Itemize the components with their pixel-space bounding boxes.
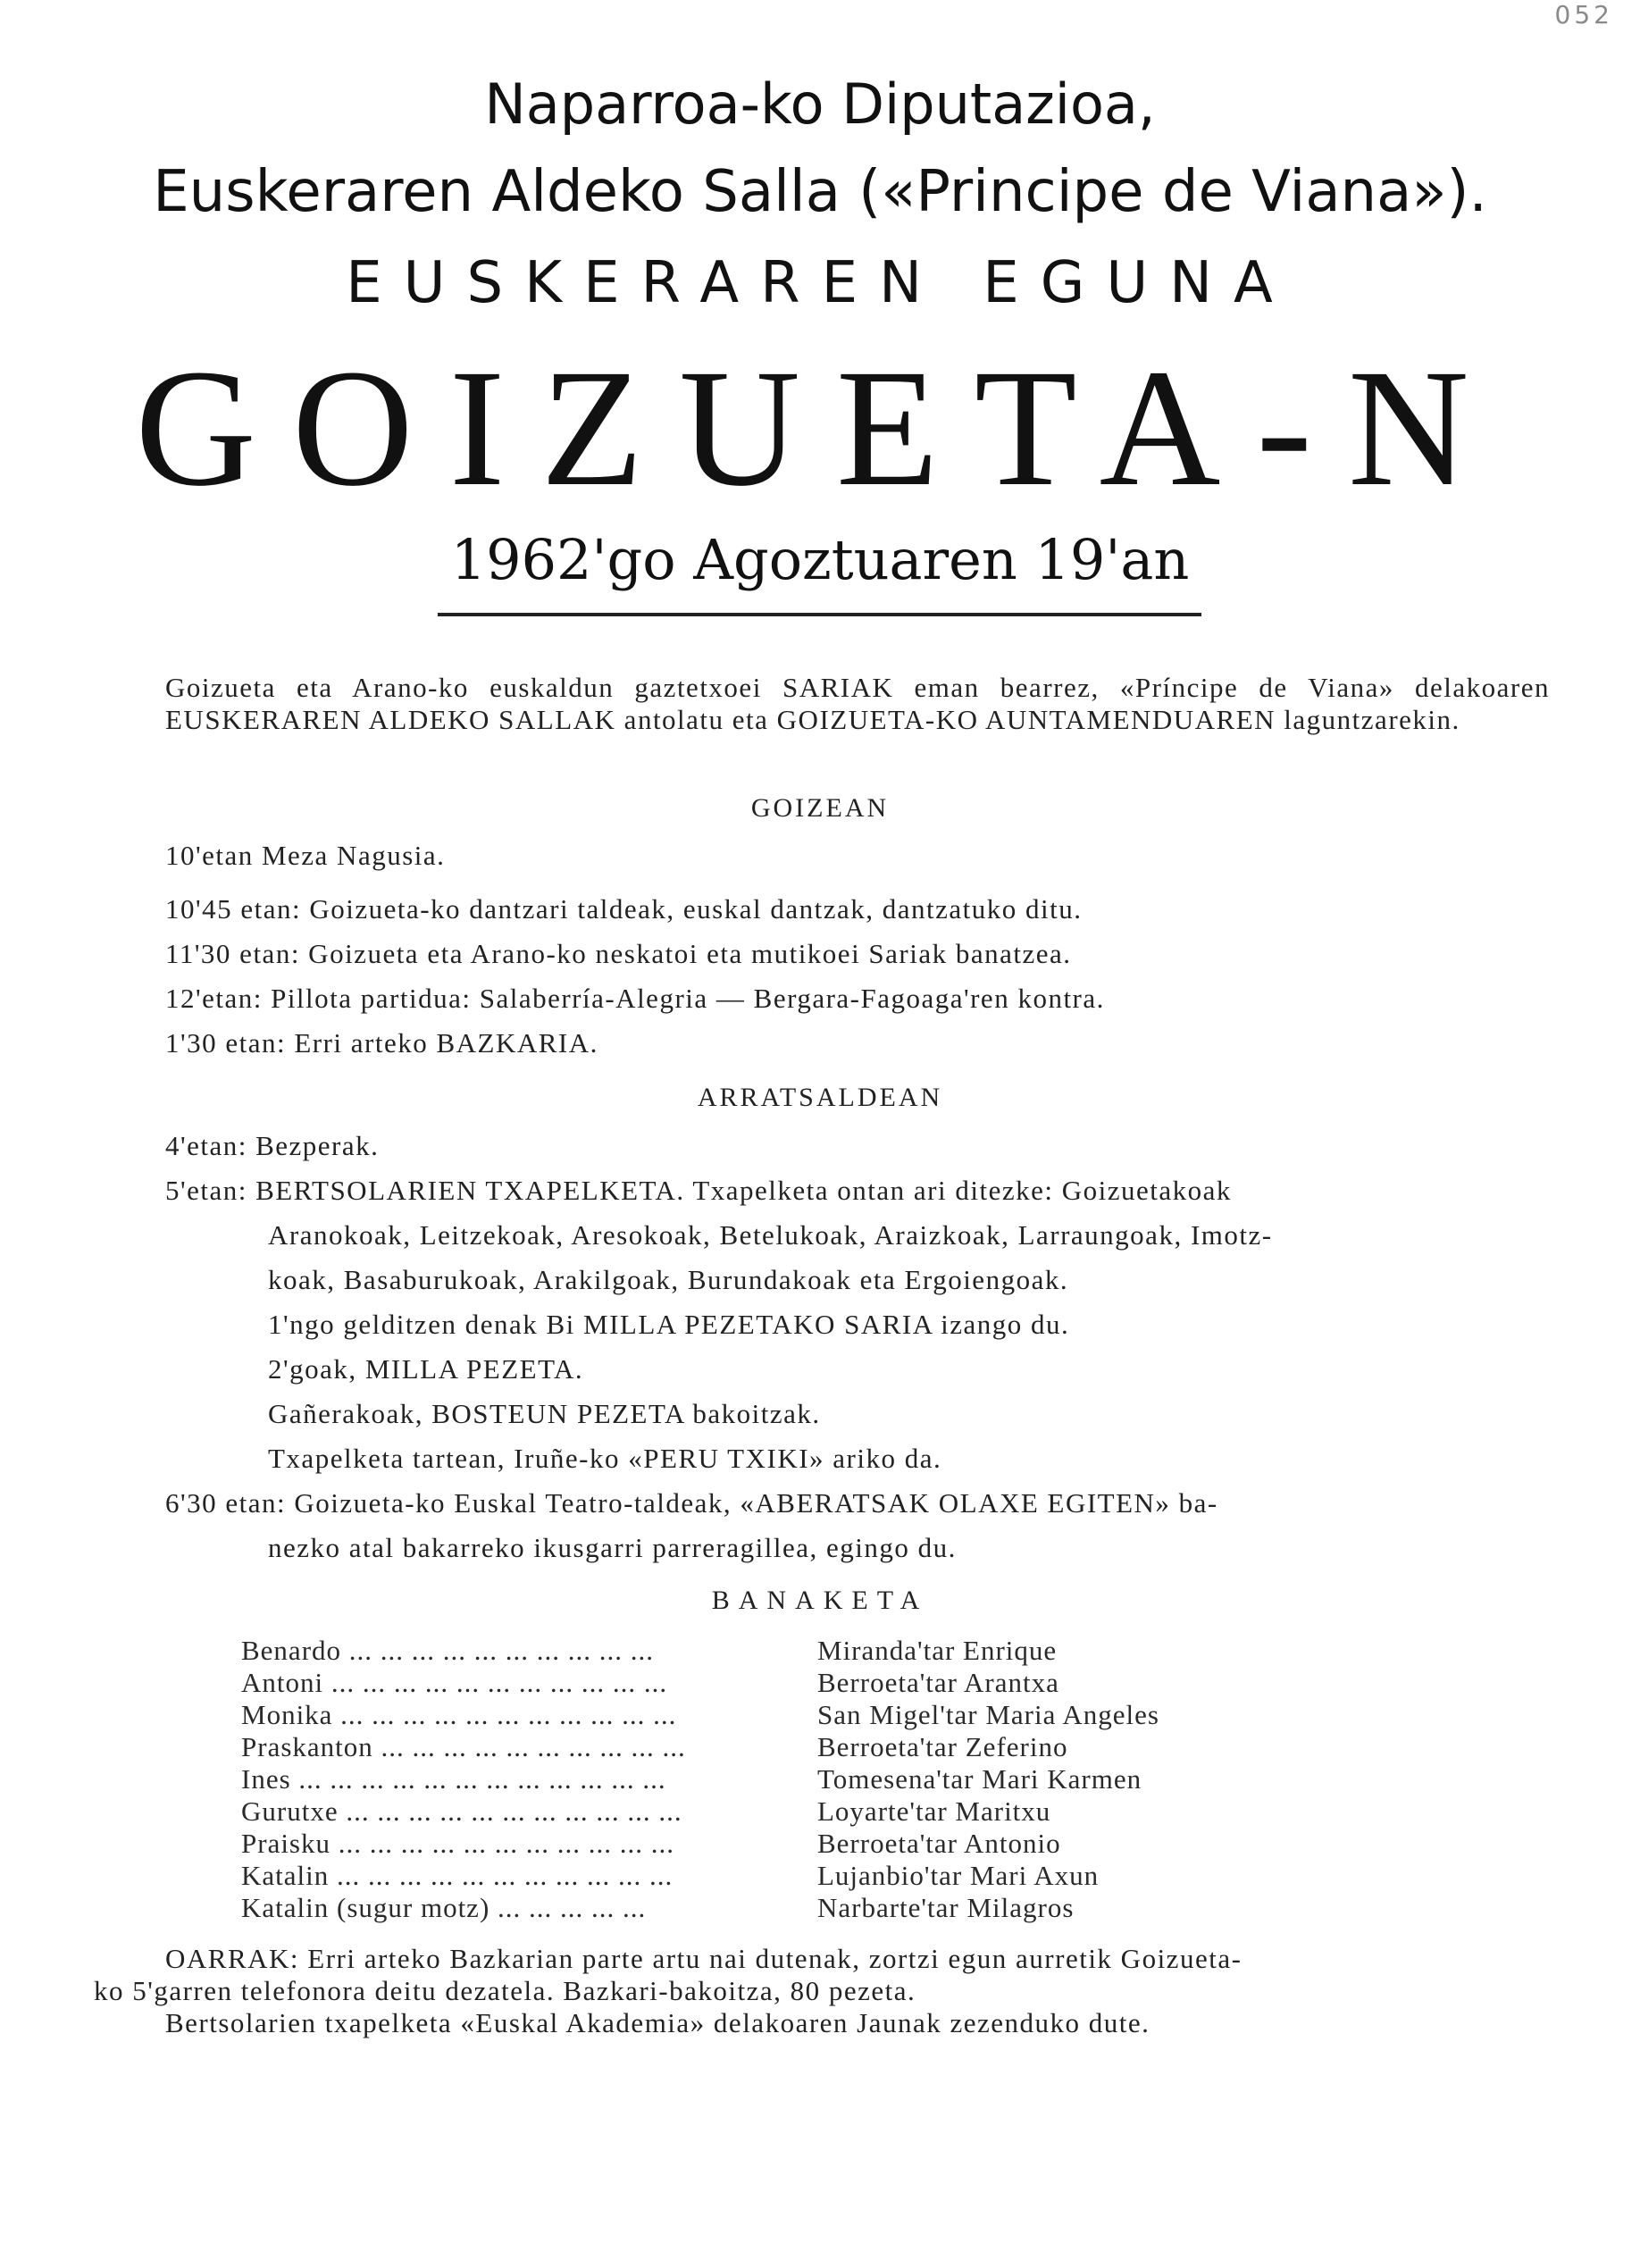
cast-actor: Lujanbio'tar Mari Axun bbox=[817, 1860, 1100, 1891]
cast-role: Antoni ... ... ... ... ... ... ... ... ... ... ... bbox=[241, 1667, 668, 1698]
arratsaldean-line: 4'etan: Bezperak. bbox=[165, 1130, 380, 1161]
page-mark: 052 bbox=[1554, 0, 1613, 29]
arratsaldean-line: Aranokoak, Leitzekoak, Aresokoak, Betelukoak, Araizkoak, Larraungoak, Imotz- bbox=[268, 1219, 1273, 1251]
arratsaldean-line: 6'30 etan: Goizueta-ko Euskal Teatro-taldeak, «ABERATSAK OLAXE EGITEN» ba- bbox=[165, 1487, 1218, 1519]
goizean-item: 11'30 etan: Goizueta eta Arano-ko neskatoi eta mutikoei Sariak banatzea. bbox=[165, 938, 1072, 969]
cast-actor: Miranda'tar Enrique bbox=[817, 1635, 1058, 1666]
arratsaldean-line: nezko atal bakarreko ikusgarri parreragillea, egingo du. bbox=[268, 1532, 957, 1563]
cast-role: Ines ... ... ... ... ... ... ... ... ... ... ... ... bbox=[241, 1763, 666, 1795]
goizean-item: 12'etan: Pillota partidua: Salaberría-Alegria — Bergara-Fagoaga'ren kontra. bbox=[165, 983, 1105, 1014]
cast-actor: Loyarte'tar Maritxu bbox=[817, 1795, 1051, 1827]
cast-actor: Narbarte'tar Milagros bbox=[817, 1892, 1075, 1923]
oarrak-line: ko 5'garren telefonora deitu dezatela. Bazkari-bakoitza, 80 pezeta. bbox=[94, 1975, 916, 2006]
cast-role: Monika ... ... ... ... ... ... ... ... ... ... ... bbox=[241, 1699, 677, 1730]
cast-role: Benardo ... ... ... ... ... ... ... ... ... ... bbox=[241, 1635, 655, 1666]
cast-role: Praisku ... ... ... ... ... ... ... ... ... ... ... bbox=[241, 1828, 674, 1859]
cast-role: Gurutxe ... ... ... ... ... ... ... ... ... ... ... bbox=[241, 1795, 682, 1827]
cast-actor: San Migel'tar Maria Angeles bbox=[817, 1699, 1159, 1730]
section-banaketa-title: BANAKETA bbox=[711, 1586, 929, 1615]
header-eguna: EUSKERAREN EGUNA bbox=[346, 250, 1294, 316]
header-town: GOIZUETA-N bbox=[135, 334, 1505, 521]
cast-actor: Tomesena'tar Mari Karmen bbox=[817, 1763, 1142, 1795]
arratsaldean-line: 5'etan: BERTSOLARIEN TXAPELKETA. Txapelketa ontan ari ditezke: Goizuetakoak bbox=[165, 1175, 1232, 1206]
header-date: 1962'go Agoztuaren 19'an bbox=[450, 527, 1190, 592]
section-arratsaldean-title: ARRATSALDEAN bbox=[697, 1083, 943, 1112]
section-goizean-title: GOIZEAN bbox=[750, 793, 890, 823]
cast-actor: Berroeta'tar Zeferino bbox=[817, 1731, 1068, 1762]
cast-role: Katalin (sugur motz) ... ... ... ... ... bbox=[241, 1892, 647, 1923]
arratsaldean-line: koak, Basaburukoak, Arakilgoak, Burundakoak eta Ergoiengoak. bbox=[268, 1264, 1069, 1295]
header-diputazioa: Naparroa-ko Diputazioa, bbox=[484, 71, 1156, 137]
arratsaldean-line: 1'ngo gelditzen denak Bi MILLA PEZETAKO SARIA izango du. bbox=[268, 1309, 1070, 1340]
oarrak-line: OARRAK: Erri arteko Bazkarian parte artu nai dutenak, zortzi egun aurretik Goizueta- bbox=[165, 1943, 1243, 1974]
cast-actor: Berroeta'tar Antonio bbox=[817, 1828, 1061, 1859]
header-salla: Euskeraren Aldeko Salla («Principe de Viana»). bbox=[153, 159, 1487, 225]
cast-role: Katalin ... ... ... ... ... ... ... ... ... ... ... bbox=[241, 1860, 674, 1891]
cast-actor: Berroeta'tar Arantxa bbox=[817, 1667, 1059, 1698]
arratsaldean-line: 2'goak, MILLA PEZETA. bbox=[268, 1353, 584, 1385]
intro-paragraph: Goizueta eta Arano-ko euskaldun gaztetxoei SARIAK eman bearrez, «Príncipe de Viana» delakoaren EUSKERAREN ALDEKO SALLAK antolatu eta GOIZUETA-KO AUNTAMENDUAREN laguntzarekin. bbox=[165, 672, 1550, 735]
oarrak-line: Bertsolarien txapelketa «Euskal Akademia» delakoaren Jaunak zezenduko dute. bbox=[165, 2007, 1151, 2038]
cast-role: Praskanton ... ... ... ... ... ... ... ... ... ... bbox=[241, 1731, 686, 1762]
goizean-item: 1'30 etan: Erri arteko BAZKARIA. bbox=[165, 1027, 598, 1059]
goizean-item: 10'etan Meza Nagusia. bbox=[165, 840, 446, 871]
title-rule bbox=[438, 613, 1201, 616]
arratsaldean-line: Txapelketa tartean, Iruñe-ko «PERU TXIKI» ariko da. bbox=[268, 1443, 942, 1474]
arratsaldean-line: Gañerakoak, BOSTEUN PEZETA bakoitzak. bbox=[268, 1398, 821, 1429]
goizean-item: 10'45 etan: Goizueta-ko dantzari taldeak, euskal dantzak, dantzatuko ditu. bbox=[165, 893, 1083, 925]
